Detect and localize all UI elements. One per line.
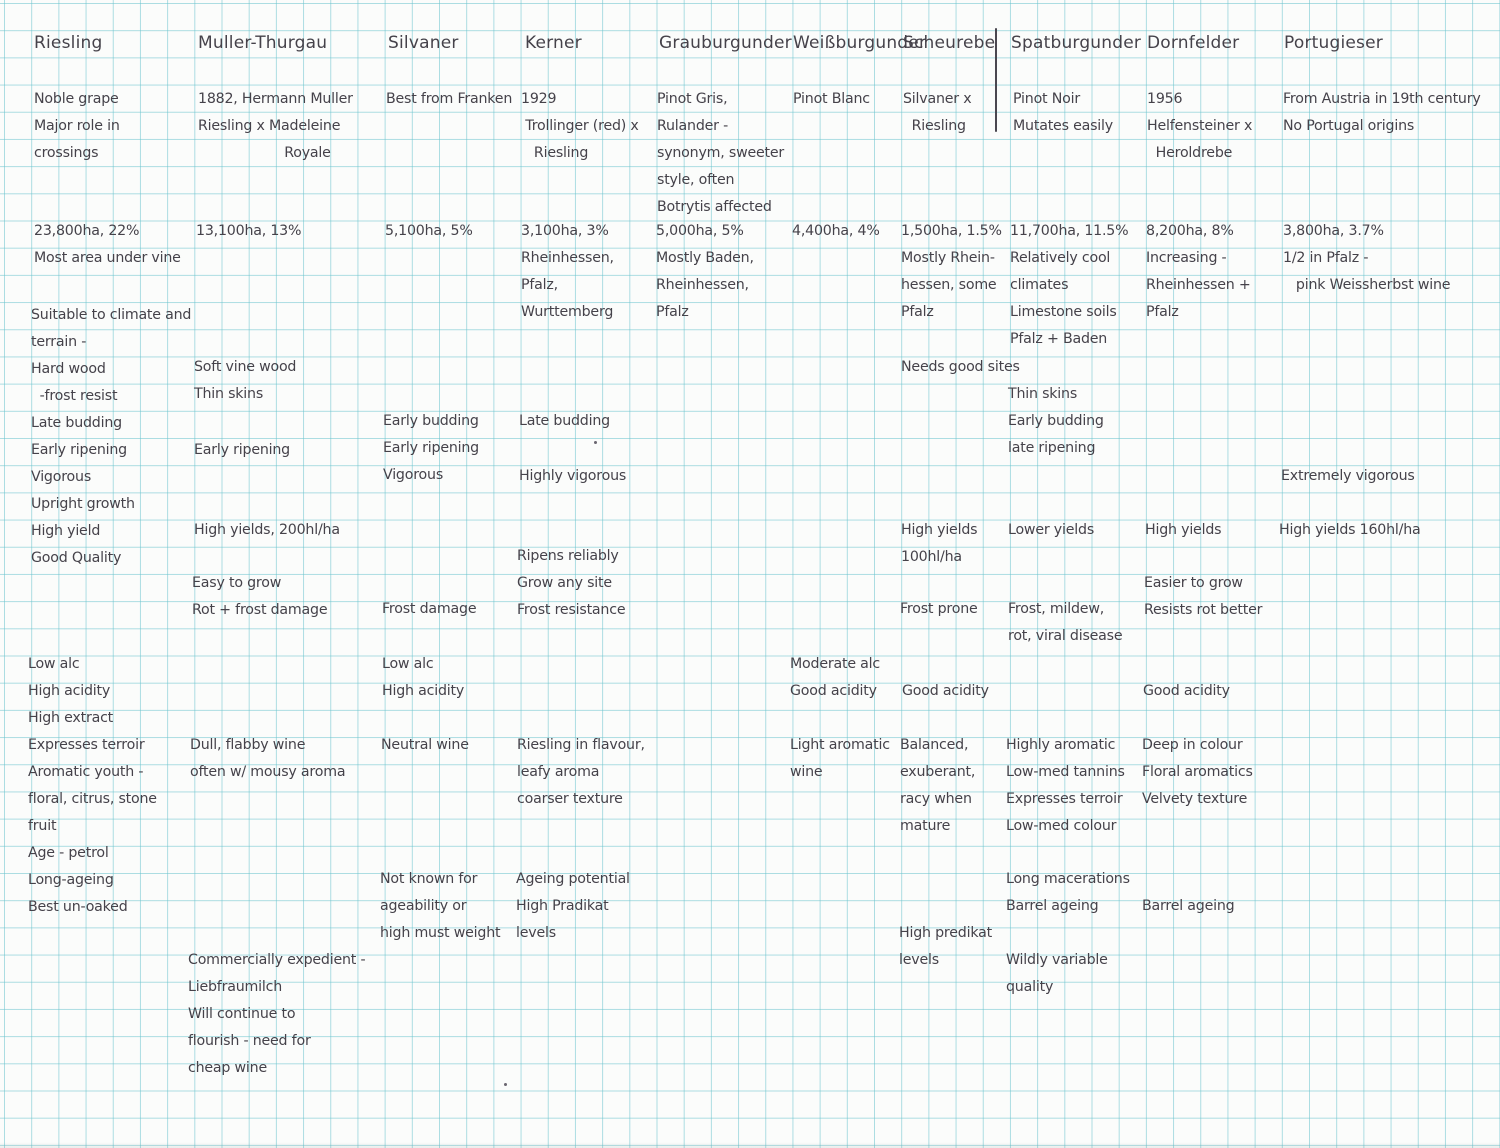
- muller-origin: 1882, Hermann Muller Riesling x Madeleine Royale: [198, 91, 353, 161]
- muller-ripening: Early ripening: [194, 442, 290, 458]
- silvaner-ageing: Not known for ageability or high must weight: [380, 871, 501, 941]
- scheurebe-area: 1,500ha, 1.5% Mostly Rhein- hessen, some Pfalz: [901, 223, 1002, 320]
- scheurebe-wine-style: Balanced, exuberant, racy when mature: [900, 737, 976, 834]
- silvaner-structure: Low alc High acidity: [382, 656, 465, 699]
- riesling-origin: Noble grape Major role in crossings: [34, 91, 120, 161]
- header-riesling: Riesling: [34, 33, 103, 53]
- weissburgunder-area: 4,400ha, 4%: [792, 223, 880, 239]
- spatburgunder-area: 11,700ha, 11.5% Relatively cool climates Limestone soils Pfalz + Baden: [1010, 223, 1129, 347]
- scheurebe-predikat: High predikat levels: [899, 925, 992, 968]
- silvaner-origin: Best from Franken: [386, 91, 513, 107]
- header-portugieser: Portugieser: [1284, 33, 1383, 53]
- muller-vine: Soft vine wood Thin skins: [194, 359, 297, 402]
- silvaner-viticulture: Early budding Early ripening Vigorous: [383, 413, 479, 483]
- dornfelder-wine-style: Deep in colour Floral aromatics Velvety texture: [1142, 737, 1253, 807]
- muller-commercial: Commercially expedient - Liebfraumilch Will continue to flourish - need for cheap wine: [188, 952, 366, 1076]
- spatburgunder-viticulture: Thin skins Early budding late ripening: [1008, 386, 1104, 456]
- spatburgunder-wine-style: Highly aromatic Low-med tannins Expresses terroir Low-med colour: [1006, 737, 1125, 834]
- dornfelder-yields: High yields: [1145, 522, 1222, 538]
- kerner-ageing: Ageing potential High Pradikat levels: [516, 871, 630, 941]
- header-grauburgunder: Grauburgunder: [659, 33, 792, 53]
- weissburgunder-structure: Moderate alc Good acidity: [790, 656, 881, 699]
- silvaner-area: 5,100ha, 5%: [385, 223, 473, 239]
- riesling-area: 23,800ha, 22% Most area under vine: [34, 223, 181, 266]
- kerner-area: 3,100ha, 3% Rheinhessen, Pfalz, Wurttemberg: [521, 223, 614, 320]
- portugieser-vigour: Extremely vigorous: [1281, 468, 1415, 484]
- riesling-wine-style: Low alc High acidity High extract Expresses terroir Aromatic youth - floral, citrus, stone fruit Age - petrol Long-ageing Best un-oaked: [28, 656, 157, 915]
- muller-area: 13,100ha, 13%: [196, 223, 302, 239]
- pen-dot-mark: [594, 441, 597, 444]
- scheurebe-acidity: Good acidity: [902, 683, 989, 699]
- spatburgunder-synonym: Pinot Noir Mutates easily: [1013, 91, 1113, 134]
- scan-shadow-edge: [0, 1142, 1500, 1148]
- scheurebe-origin: Silvaner x Riesling: [903, 91, 972, 134]
- muller-growing: Easy to grow Rot + frost damage: [192, 575, 328, 618]
- spatburgunder-winemaking: Long macerations Barrel ageing: [1006, 871, 1130, 914]
- scheurebe-sites: Needs good sites: [901, 359, 1020, 375]
- weissburgunder-wine-style: Light aromatic wine: [790, 737, 890, 780]
- dornfelder-acidity: Good acidity: [1143, 683, 1230, 699]
- header-weissburgunder: Weißburgunder: [793, 33, 927, 53]
- header-scheurebe: Scheurebe: [903, 33, 996, 53]
- silvaner-hazards: Frost damage: [382, 601, 477, 617]
- pen-dot-mark: [504, 1083, 507, 1086]
- riesling-viticulture: Suitable to climate and terrain - Hard wood -frost resist Late budding Early ripening Vigorous Upright growth High yield Good Quality: [31, 307, 192, 566]
- header-silvaner: Silvaner: [388, 33, 459, 53]
- muller-yields: High yields, 200hl/ha: [194, 522, 340, 538]
- muller-wine-style: Dull, flabby wine often w/ mousy aroma: [190, 737, 346, 780]
- weissburgunder-synonym: Pinot Blanc: [793, 91, 870, 107]
- header-dornfelder: Dornfelder: [1147, 33, 1240, 53]
- dornfelder-ageing: Barrel ageing: [1142, 898, 1235, 914]
- grauburgunder-area: 5,000ha, 5% Mostly Baden, Rheinhessen, Pfalz: [656, 223, 754, 320]
- dornfelder-origin: 1956 Helfensteiner x Heroldrebe: [1147, 91, 1253, 161]
- portugieser-yields: High yields 160hl/ha: [1279, 522, 1421, 538]
- spatburgunder-hazards: Frost, mildew, rot, viral disease: [1008, 601, 1123, 644]
- dornfelder-area: 8,200ha, 8% Increasing - Rheinhessen + Pfalz: [1146, 223, 1251, 320]
- header-muller-thurgau: Muller-Thurgau: [198, 33, 328, 53]
- spatburgunder-quality: Wildly variable quality: [1006, 952, 1108, 995]
- kerner-vigour: Highly vigorous: [519, 468, 627, 484]
- portugieser-area: 3,800ha, 3.7% 1/2 in Pfalz - pink Weissherbst wine: [1283, 223, 1451, 293]
- header-spatburgunder: Spatburgunder: [1011, 33, 1142, 53]
- silvaner-wine-style: Neutral wine: [381, 737, 469, 753]
- scheurebe-hazards: Frost prone: [900, 601, 978, 617]
- kerner-growing: Ripens reliably Grow any site Frost resistance: [517, 548, 626, 618]
- kerner-budding: Late budding: [519, 413, 610, 429]
- red-white-divider-line: [995, 28, 997, 132]
- kerner-wine-style: Riesling in flavour, leafy aroma coarser texture: [517, 737, 645, 807]
- dornfelder-growing: Easier to grow Resists rot better: [1144, 575, 1263, 618]
- header-kerner: Kerner: [525, 33, 582, 53]
- grauburgunder-synonyms: Pinot Gris, Rulander - synonym, sweeter style, often Botrytis affected: [657, 91, 785, 215]
- kerner-origin: 1929 Trollinger (red) x Riesling: [521, 91, 639, 161]
- scheurebe-yields: High yields 100hl/ha: [901, 522, 978, 565]
- portugieser-origin: From Austria in 19th century No Portugal origins: [1283, 91, 1481, 134]
- spatburgunder-yields: Lower yields: [1008, 522, 1095, 538]
